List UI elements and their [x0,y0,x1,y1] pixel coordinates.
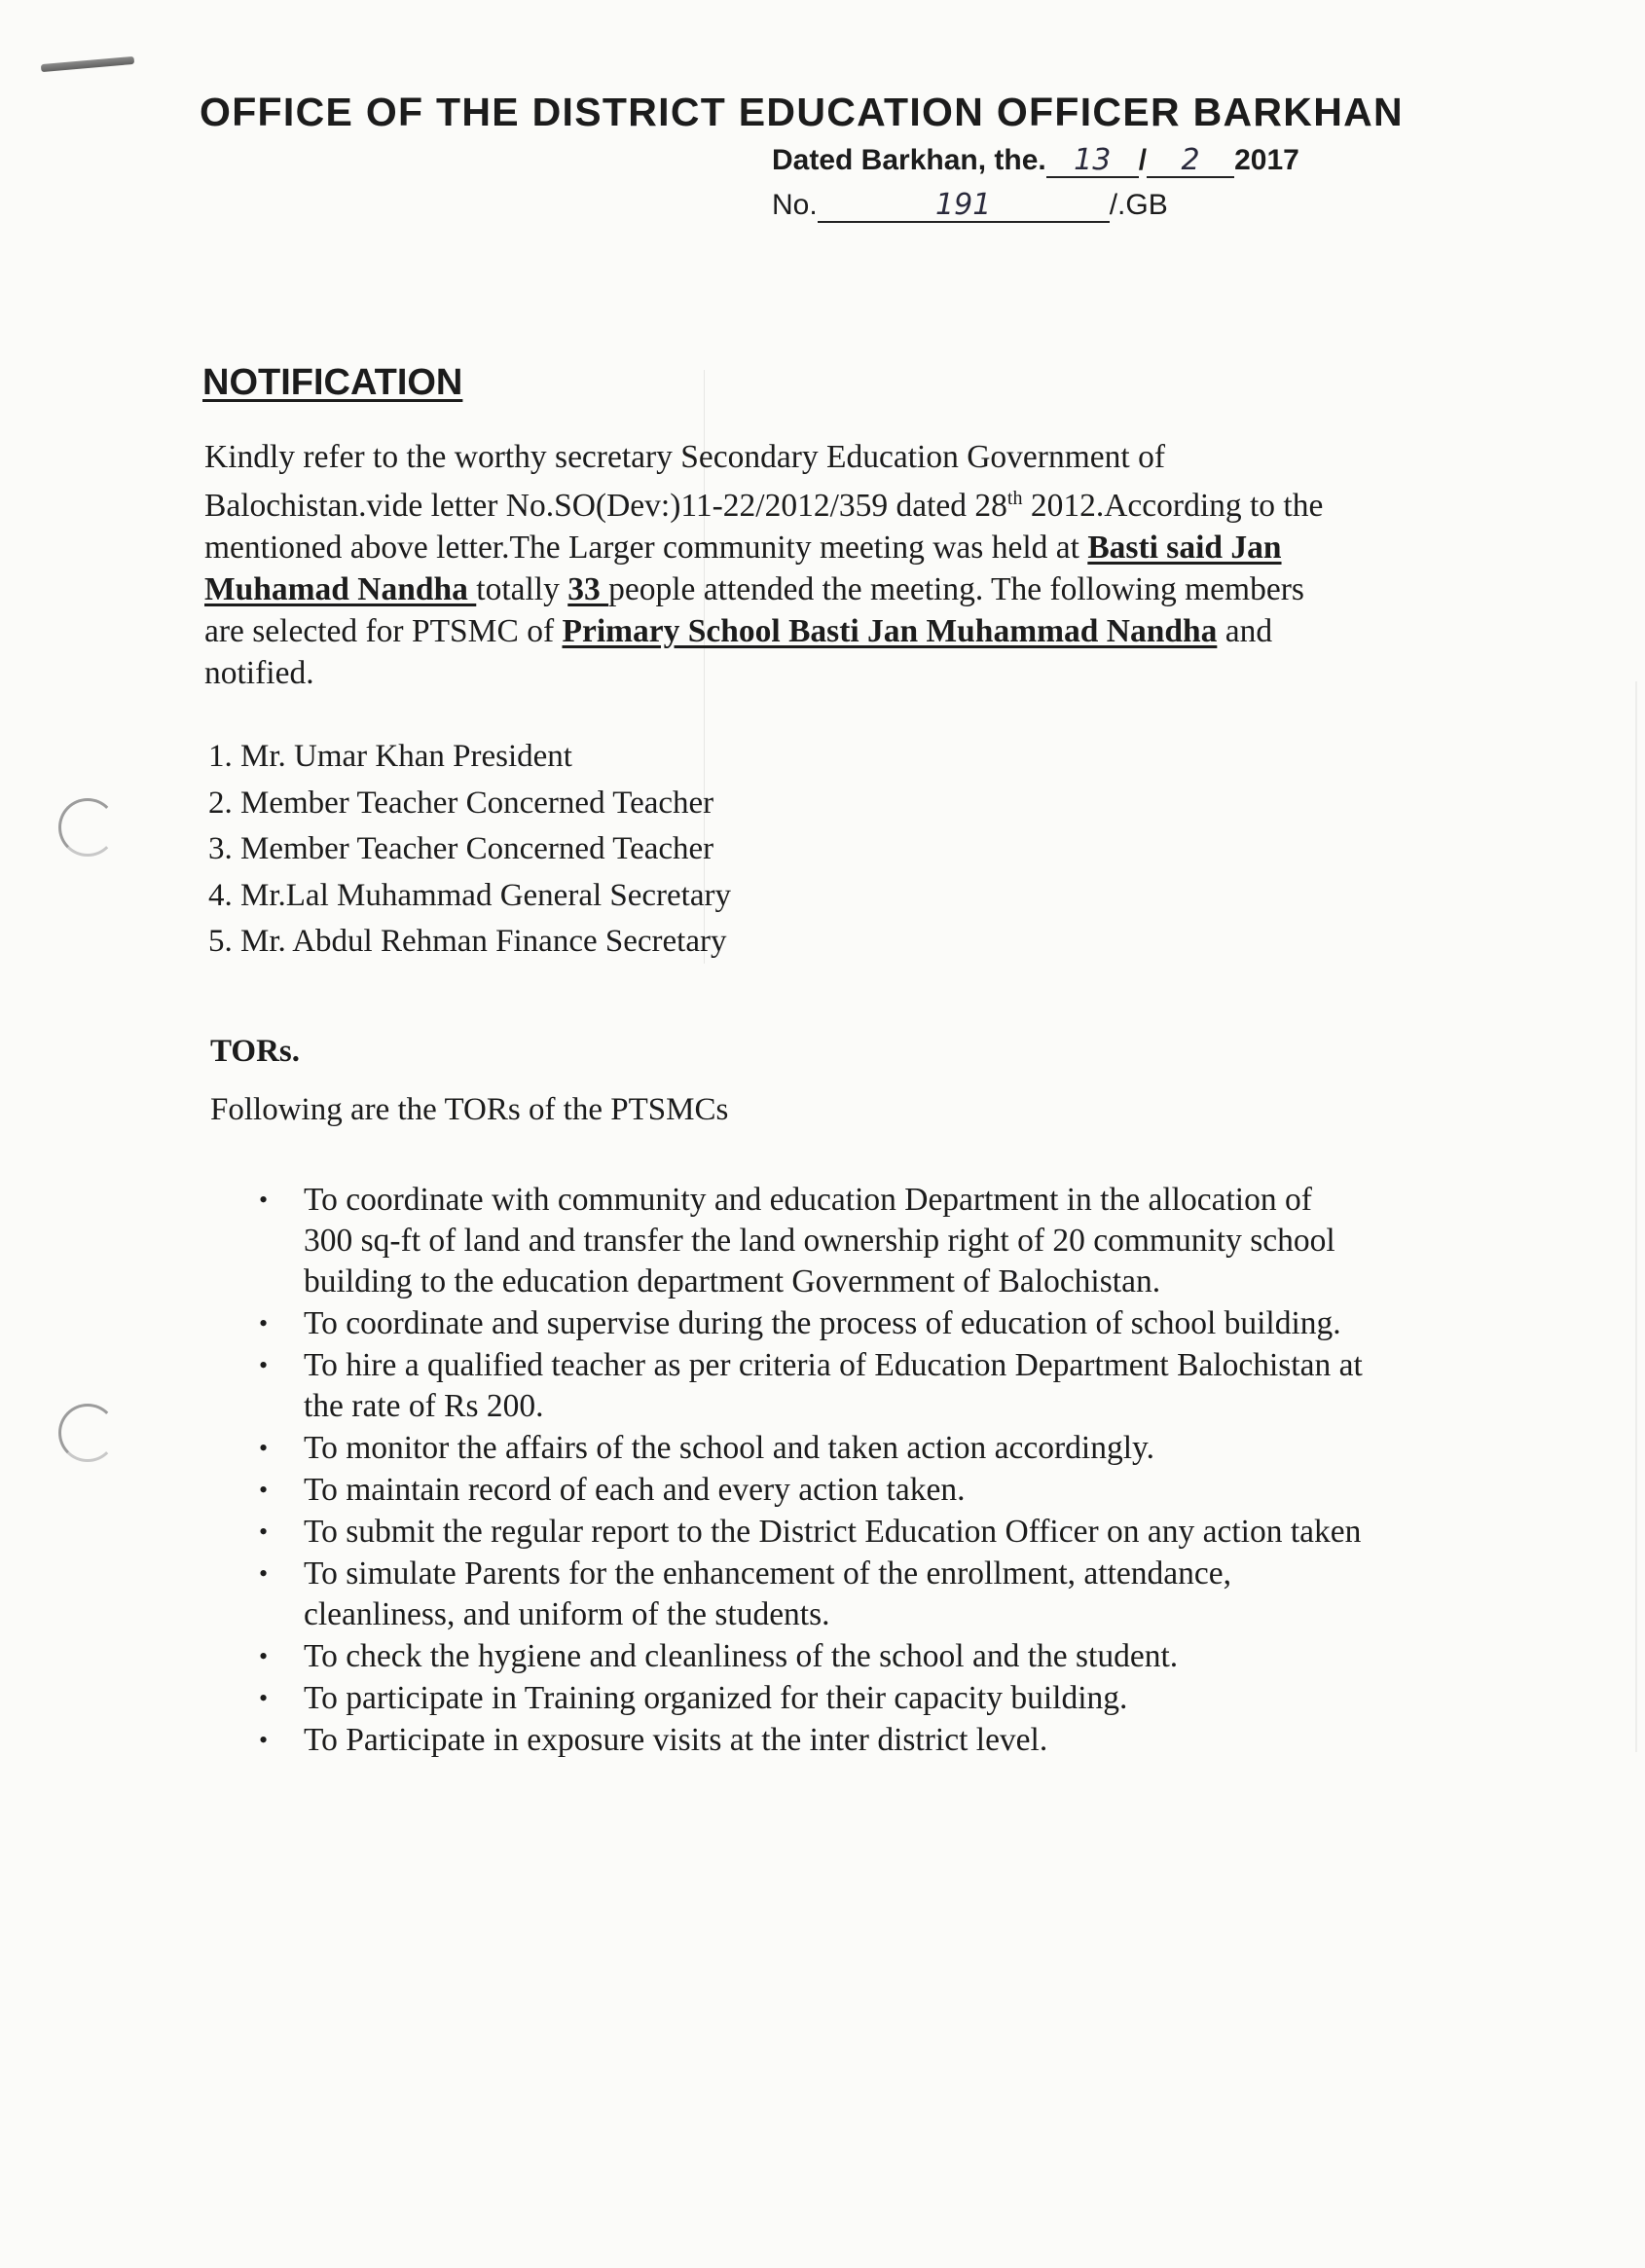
tor-item [253,1636,1363,1677]
office-title: OFFICE OF THE DISTRICT EDUCATION OFFICER BARKHAN [200,90,1404,134]
punch-hole-top [58,798,117,857]
member-item: 2. Member Teacher Concerned Teacher [208,785,714,821]
notification-heading: NOTIFICATION [202,362,463,403]
member-list [208,734,731,966]
dated-line [772,144,1299,178]
tors-list [253,1180,1363,1762]
para-text-2: 2012.According to the mentioned above letter.The Larger community meeting was held at [204,488,1324,567]
tor-text: To hire a qualified teacher as per criteria of Education Department Balochistan at the rate of Rs 200. [304,1347,1363,1424]
tor-item [253,1470,1363,1511]
para-text-4: people attended the meeting. The following members are selected for PTSMC of [204,571,1304,650]
tors-intro: Following are the TORs of the PTSMCs [210,1092,729,1127]
dated-prefix: Dated Barkhan, the. [772,144,1046,176]
tor-item [253,1720,1363,1761]
tor-text: To submit the regular report to the District Education Officer on any action taken [304,1514,1362,1550]
bullet-icon: • [259,1476,269,1504]
member-item: 3. Member Teacher Concerned Teacher [208,831,714,866]
bullet-icon: • [259,1186,269,1214]
staple-mark [41,56,134,72]
date-day-handwritten: 13 [1046,146,1139,178]
bullet-icon: • [259,1309,269,1337]
para-text-5: and notified. [204,613,1273,692]
member-item: 1. Mr. Umar Khan President [208,739,572,774]
bullet-icon: • [259,1684,269,1712]
tor-item [253,1512,1363,1553]
tor-text: To maintain record of each and every action taken. [304,1472,966,1508]
tor-item [253,1554,1363,1635]
date-month-handwritten: 2 [1147,146,1234,178]
attendee-count: 33 [567,571,609,608]
bullet-icon: • [259,1559,269,1588]
member-item: 4. Mr.Lal Muhammad General Secretary [208,877,731,913]
tor-item [253,1303,1363,1344]
meeting-place: Basti said Jan Muhamad Nandha [204,530,1282,608]
date-year: 2017 [1234,144,1299,176]
bullet-icon: • [259,1642,269,1670]
tor-text: To coordinate with community and education Department in the allocation of 300 sq-ft of land and transfer the land ownership right of 20 community school building to the education department Government of Balochistan. [304,1182,1335,1299]
punch-hole-bottom [58,1404,117,1462]
scan-edge-shadow [1635,681,1637,1752]
tor-text: To monitor the affairs of the school and taken action accordingly. [304,1430,1154,1466]
tor-item [253,1180,1363,1302]
member-item: 5. Mr. Abdul Rehman Finance Secretary [208,924,727,959]
para-superscript: th [1006,488,1023,509]
tor-text: To Participate in exposure visits at the inter district level. [304,1722,1048,1758]
tor-item [253,1678,1363,1719]
para-text-3: totally [476,571,568,608]
tor-text: To participate in Training organized for their capacity building. [304,1680,1128,1716]
tor-text: To check the hygiene and cleanliness of the school and the student. [304,1638,1179,1674]
tor-text: To coordinate and supervise during the process of education of school building. [304,1305,1341,1341]
tor-item [253,1345,1363,1427]
bullet-icon: • [259,1351,269,1379]
para-text-1: Kindly refer to the worthy secretary Secondary Education Government of Balochistan.vide letter No.SO(Dev:)11-22/2012/359 dated 28 [204,439,1165,525]
tors-heading: TORs. [210,1034,301,1069]
ref-number-handwritten: 191 [818,191,1110,223]
tor-text: To simulate Parents for the enhancement of the enrollment, attendance, cleanliness, and uniform of the students. [304,1555,1231,1632]
ref-suffix: /.GB [1109,189,1168,221]
tor-item [253,1428,1363,1469]
notification-paragraph [204,436,1348,694]
bullet-icon: • [259,1726,269,1754]
bullet-icon: • [259,1518,269,1546]
reference-number-line [772,189,1168,223]
date-separator: / [1138,144,1148,176]
bullet-icon: • [259,1434,269,1462]
ref-prefix: No. [772,189,818,221]
school-name: Primary School Basti Jan Muhammad Nandha [562,613,1218,650]
